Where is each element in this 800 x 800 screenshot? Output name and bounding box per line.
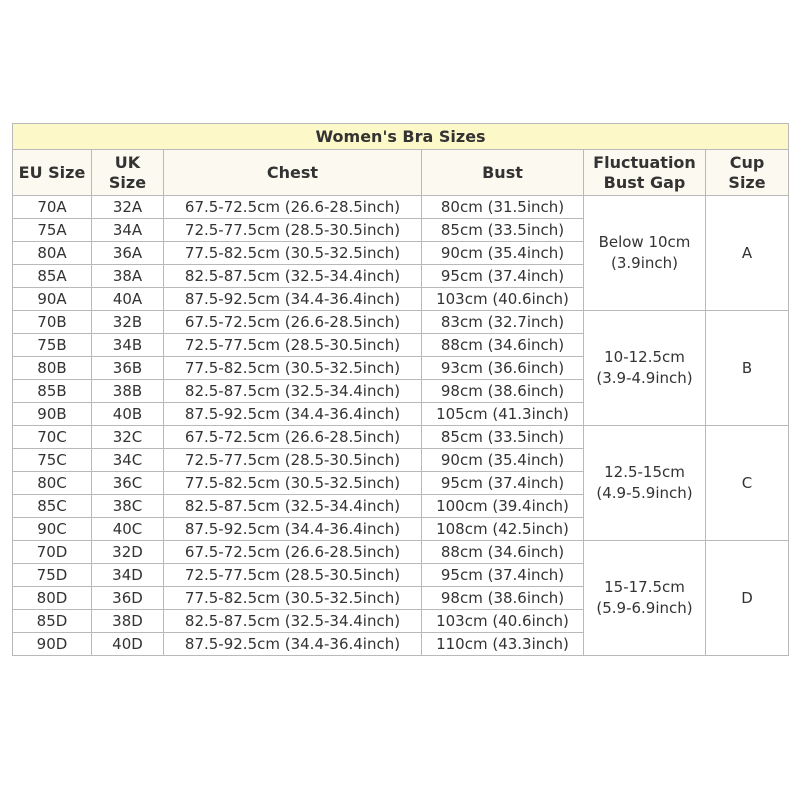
bust-cell: 95cm (37.4inch) (422, 564, 584, 587)
bust-cell: 98cm (38.6inch) (422, 380, 584, 403)
uk-size-cell: 34D (92, 564, 164, 587)
bust-cell: 83cm (32.7inch) (422, 311, 584, 334)
bra-size-table (12, 123, 789, 656)
eu-size-cell: 80B (13, 357, 92, 380)
bust-cell: 80cm (31.5inch) (422, 196, 584, 219)
uk-size-cell: 34B (92, 334, 164, 357)
chest-cell: 87.5-92.5cm (34.4-36.4inch) (164, 403, 422, 426)
chest-cell: 72.5-77.5cm (28.5-30.5inch) (164, 564, 422, 587)
uk-size-cell: 40A (92, 288, 164, 311)
uk-size-cell: 38D (92, 610, 164, 633)
eu-size-cell: 90C (13, 518, 92, 541)
header-bust: Bust (422, 150, 584, 196)
uk-size-cell: 32B (92, 311, 164, 334)
chest-cell: 67.5-72.5cm (26.6-28.5inch) (164, 541, 422, 564)
uk-size-cell: 40B (92, 403, 164, 426)
bust-cell: 90cm (35.4inch) (422, 449, 584, 472)
chest-cell: 87.5-92.5cm (34.4-36.4inch) (164, 288, 422, 311)
bust-cell: 110cm (43.3inch) (422, 633, 584, 656)
eu-size-cell: 85A (13, 265, 92, 288)
header-bust-gap-line: Bust Gap (603, 172, 686, 192)
chest-cell: 77.5-82.5cm (30.5-32.5inch) (164, 472, 422, 495)
header-bust-gap (584, 150, 706, 196)
eu-size-cell: 80A (13, 242, 92, 265)
chest-cell: 67.5-72.5cm (26.6-28.5inch) (164, 311, 422, 334)
bust-cell: 85cm (33.5inch) (422, 426, 584, 449)
bust-gap-cm: 10-12.5cm (604, 348, 685, 366)
header-cup-size-line: Size (728, 172, 766, 192)
bust-cell: 93cm (36.6inch) (422, 357, 584, 380)
bust-gap-cm: 12.5-15cm (604, 463, 685, 481)
header-cup-size (706, 150, 789, 196)
header-uk-size-line: UK (114, 152, 141, 172)
bust-cell: 85cm (33.5inch) (422, 219, 584, 242)
eu-size-cell: 75B (13, 334, 92, 357)
bust-cell: 105cm (41.3inch) (422, 403, 584, 426)
eu-size-cell: 80D (13, 587, 92, 610)
eu-size-cell: 85D (13, 610, 92, 633)
cup-size-cell: A (706, 196, 789, 311)
chest-cell: 77.5-82.5cm (30.5-32.5inch) (164, 587, 422, 610)
header-chest: Chest (164, 150, 422, 196)
header-uk-size-line: Size (108, 172, 147, 192)
chest-cell: 87.5-92.5cm (34.4-36.4inch) (164, 518, 422, 541)
bust-cell: 100cm (39.4inch) (422, 495, 584, 518)
eu-size-cell: 70A (13, 196, 92, 219)
bust-gap-cell (584, 426, 706, 541)
chest-cell: 67.5-72.5cm (26.6-28.5inch) (164, 426, 422, 449)
chest-cell: 67.5-72.5cm (26.6-28.5inch) (164, 196, 422, 219)
cup-size-cell: D (706, 541, 789, 656)
uk-size-cell: 36A (92, 242, 164, 265)
bust-gap-cm: 15-17.5cm (604, 578, 685, 596)
uk-size-cell: 40C (92, 518, 164, 541)
bust-cell: 88cm (34.6inch) (422, 541, 584, 564)
chest-cell: 87.5-92.5cm (34.4-36.4inch) (164, 633, 422, 656)
table-row (13, 541, 789, 564)
table-title: Women's Bra Sizes (13, 124, 789, 150)
uk-size-cell: 32D (92, 541, 164, 564)
eu-size-cell: 75C (13, 449, 92, 472)
eu-size-cell: 85C (13, 495, 92, 518)
bust-cell: 95cm (37.4inch) (422, 265, 584, 288)
eu-size-cell: 70D (13, 541, 92, 564)
eu-size-cell: 80C (13, 472, 92, 495)
bust-gap-inch: (3.9-4.9inch) (596, 369, 693, 387)
chest-cell: 72.5-77.5cm (28.5-30.5inch) (164, 334, 422, 357)
bust-cell: 90cm (35.4inch) (422, 242, 584, 265)
table-title-row (13, 124, 789, 150)
eu-size-cell: 70C (13, 426, 92, 449)
chest-cell: 77.5-82.5cm (30.5-32.5inch) (164, 242, 422, 265)
chest-cell: 82.5-87.5cm (32.5-34.4inch) (164, 495, 422, 518)
bust-gap-cm: Below 10cm (598, 233, 691, 251)
table-row (13, 311, 789, 334)
uk-size-cell: 34C (92, 449, 164, 472)
bust-cell: 98cm (38.6inch) (422, 587, 584, 610)
chest-cell: 72.5-77.5cm (28.5-30.5inch) (164, 219, 422, 242)
bust-cell: 103cm (40.6inch) (422, 610, 584, 633)
uk-size-cell: 36D (92, 587, 164, 610)
bust-gap-cell (584, 311, 706, 426)
uk-size-cell: 32A (92, 196, 164, 219)
chest-cell: 72.5-77.5cm (28.5-30.5inch) (164, 449, 422, 472)
chest-cell: 82.5-87.5cm (32.5-34.4inch) (164, 380, 422, 403)
eu-size-cell: 90B (13, 403, 92, 426)
uk-size-cell: 40D (92, 633, 164, 656)
table-row (13, 196, 789, 219)
bust-gap-inch: (3.9inch) (611, 254, 678, 272)
header-cup-size-line: Cup (729, 152, 765, 172)
header-bust-gap-line: Fluctuation (593, 152, 696, 172)
eu-size-cell: 75A (13, 219, 92, 242)
cup-size-cell: C (706, 426, 789, 541)
bust-gap-inch: (4.9-5.9inch) (596, 484, 693, 502)
uk-size-cell: 34A (92, 219, 164, 242)
uk-size-cell: 32C (92, 426, 164, 449)
eu-size-cell: 90D (13, 633, 92, 656)
eu-size-cell: 85B (13, 380, 92, 403)
eu-size-cell: 70B (13, 311, 92, 334)
chest-cell: 77.5-82.5cm (30.5-32.5inch) (164, 357, 422, 380)
uk-size-cell: 38A (92, 265, 164, 288)
eu-size-cell: 75D (13, 564, 92, 587)
uk-size-cell: 38C (92, 495, 164, 518)
bust-cell: 108cm (42.5inch) (422, 518, 584, 541)
cup-size-cell: B (706, 311, 789, 426)
chest-cell: 82.5-87.5cm (32.5-34.4inch) (164, 610, 422, 633)
table-header-row (13, 150, 789, 196)
chest-cell: 82.5-87.5cm (32.5-34.4inch) (164, 265, 422, 288)
bust-gap-cell (584, 541, 706, 656)
header-uk-size (92, 150, 164, 196)
header-eu-size: EU Size (13, 150, 92, 196)
bust-gap-inch: (5.9-6.9inch) (596, 599, 693, 617)
uk-size-cell: 36B (92, 357, 164, 380)
eu-size-cell: 90A (13, 288, 92, 311)
table-row (13, 426, 789, 449)
bust-cell: 95cm (37.4inch) (422, 472, 584, 495)
uk-size-cell: 36C (92, 472, 164, 495)
uk-size-cell: 38B (92, 380, 164, 403)
bust-cell: 103cm (40.6inch) (422, 288, 584, 311)
bust-gap-cell (584, 196, 706, 311)
bust-cell: 88cm (34.6inch) (422, 334, 584, 357)
